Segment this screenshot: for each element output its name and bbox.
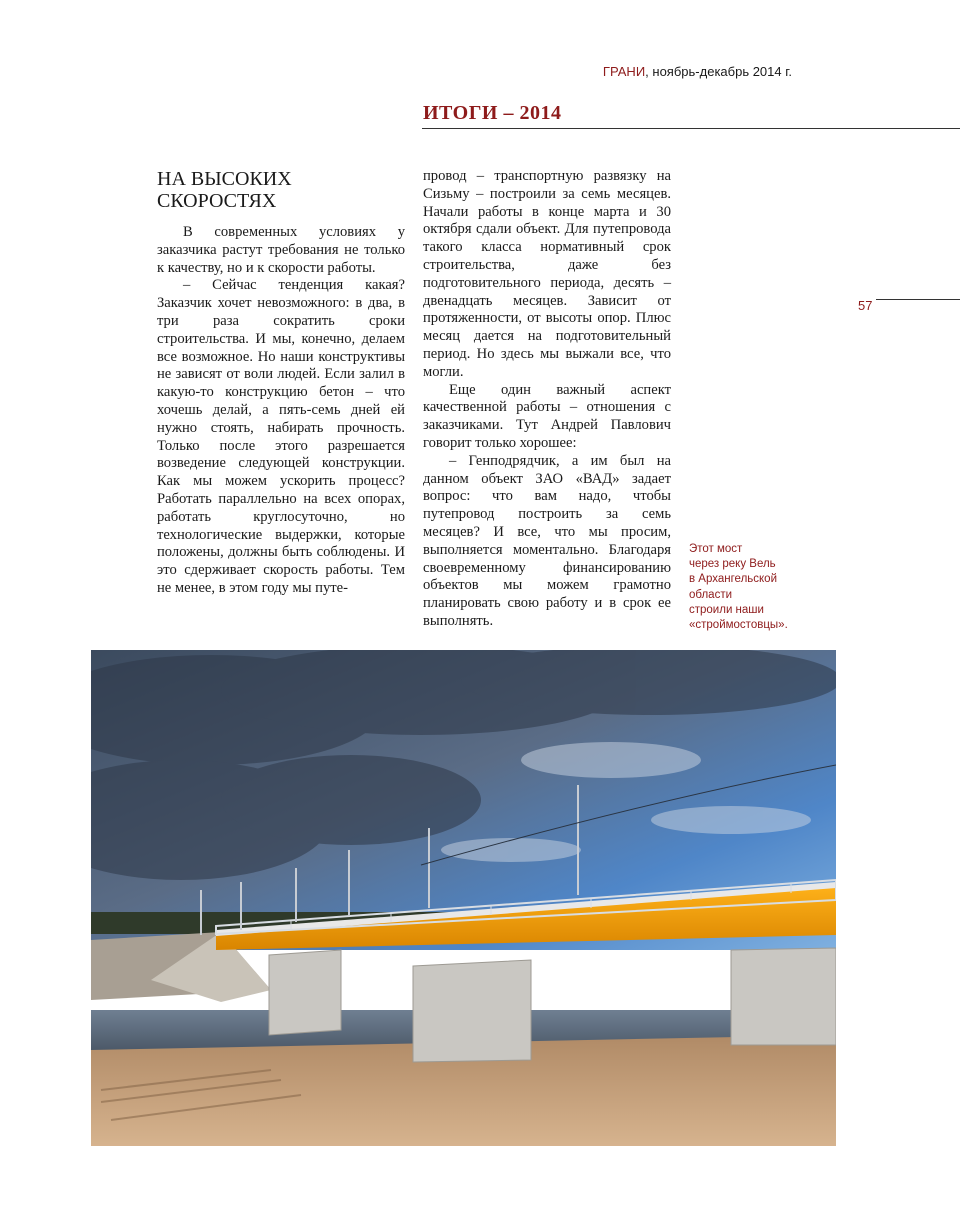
article-paragraph: – Сейчас тенденция какая? Заказчик хочет невозможного: в два, в три раза сократить сроки строительства. И мы, конечно, делаем все возможное. Но наши конструктивы не зависят от воли людей. Если залил в какую-то конструкцию бетон – что хочешь делай, а пять-семь дней ей нужно стоять, набирать прочность. Только после этого разрешается возведение следующей конструкции. Как мы можем ускорить процесс? Работать параллельно на всех опорах, работать круглосуточно, но технологические выдержки, которые положены, должны быть соблюдены. И это сдерживает скорость работы. Тем не менее, в этом году мы путе-	[157, 277, 405, 596]
magazine-brand: ГРАНИ	[602, 64, 646, 79]
issue-date: , ноябрь-декабрь 2014 г.	[645, 64, 792, 79]
article-paragraph: провод – транспортную развязку на Сизьму – построили за семь месяцев. Начали работы в конце марта и 30 октября сдали объект. Для путепровода такого класса нормативный срок строительства, даже без подготовительного периода, десять – двенадцать месяцев. Зависит от протяженности, от высоты опор. Плюс месяц дается на подготовительный период. Но здесь мы выжали все, что могли.	[423, 168, 671, 380]
bridge-photo-illustration	[91, 650, 836, 1146]
bridge-photo	[91, 650, 836, 1146]
caption-line: в Архангельской	[689, 573, 777, 586]
article-paragraph: – Генподрядчик, а им был на данном объект ЗАО «ВАД» задает вопрос: что вам надо, чтобы путепровод построить за семь месяцев? И все, что мы просим, выполняется моментально. Благодаря своевременному финансированию объектов мы можем грамотно планировать свою работу и в срок ее выполнять.	[423, 452, 671, 629]
article-column-left	[157, 168, 405, 598]
page-number-divider	[876, 299, 960, 300]
caption-line: через реку Вель	[689, 558, 776, 571]
article-column-right	[423, 168, 671, 631]
article-paragraph: Еще один важный аспект качественной работы – отношения с заказчиками. Тут Андрей Павлович говорит только хорошее:	[423, 381, 671, 451]
page-number: 57	[858, 298, 873, 313]
caption-line: области	[689, 588, 733, 601]
article-heading-line1: НА ВЫСОКИХ	[157, 168, 292, 190]
section-divider	[422, 128, 960, 129]
caption-line: «строймостовцы».	[689, 619, 788, 632]
photo-caption	[689, 542, 809, 633]
section-title: ИТОГИ – 2014	[423, 102, 562, 124]
article-paragraph: В современных условиях у заказчика растут требования не только к качеству, но и к скорости работы.	[157, 224, 405, 276]
issue-header	[603, 64, 792, 79]
article-heading-line2: СКОРОСТЯХ	[157, 190, 277, 212]
caption-line: строили наши	[689, 603, 764, 616]
article-heading	[157, 168, 405, 212]
caption-line: Этот мост	[689, 543, 743, 555]
